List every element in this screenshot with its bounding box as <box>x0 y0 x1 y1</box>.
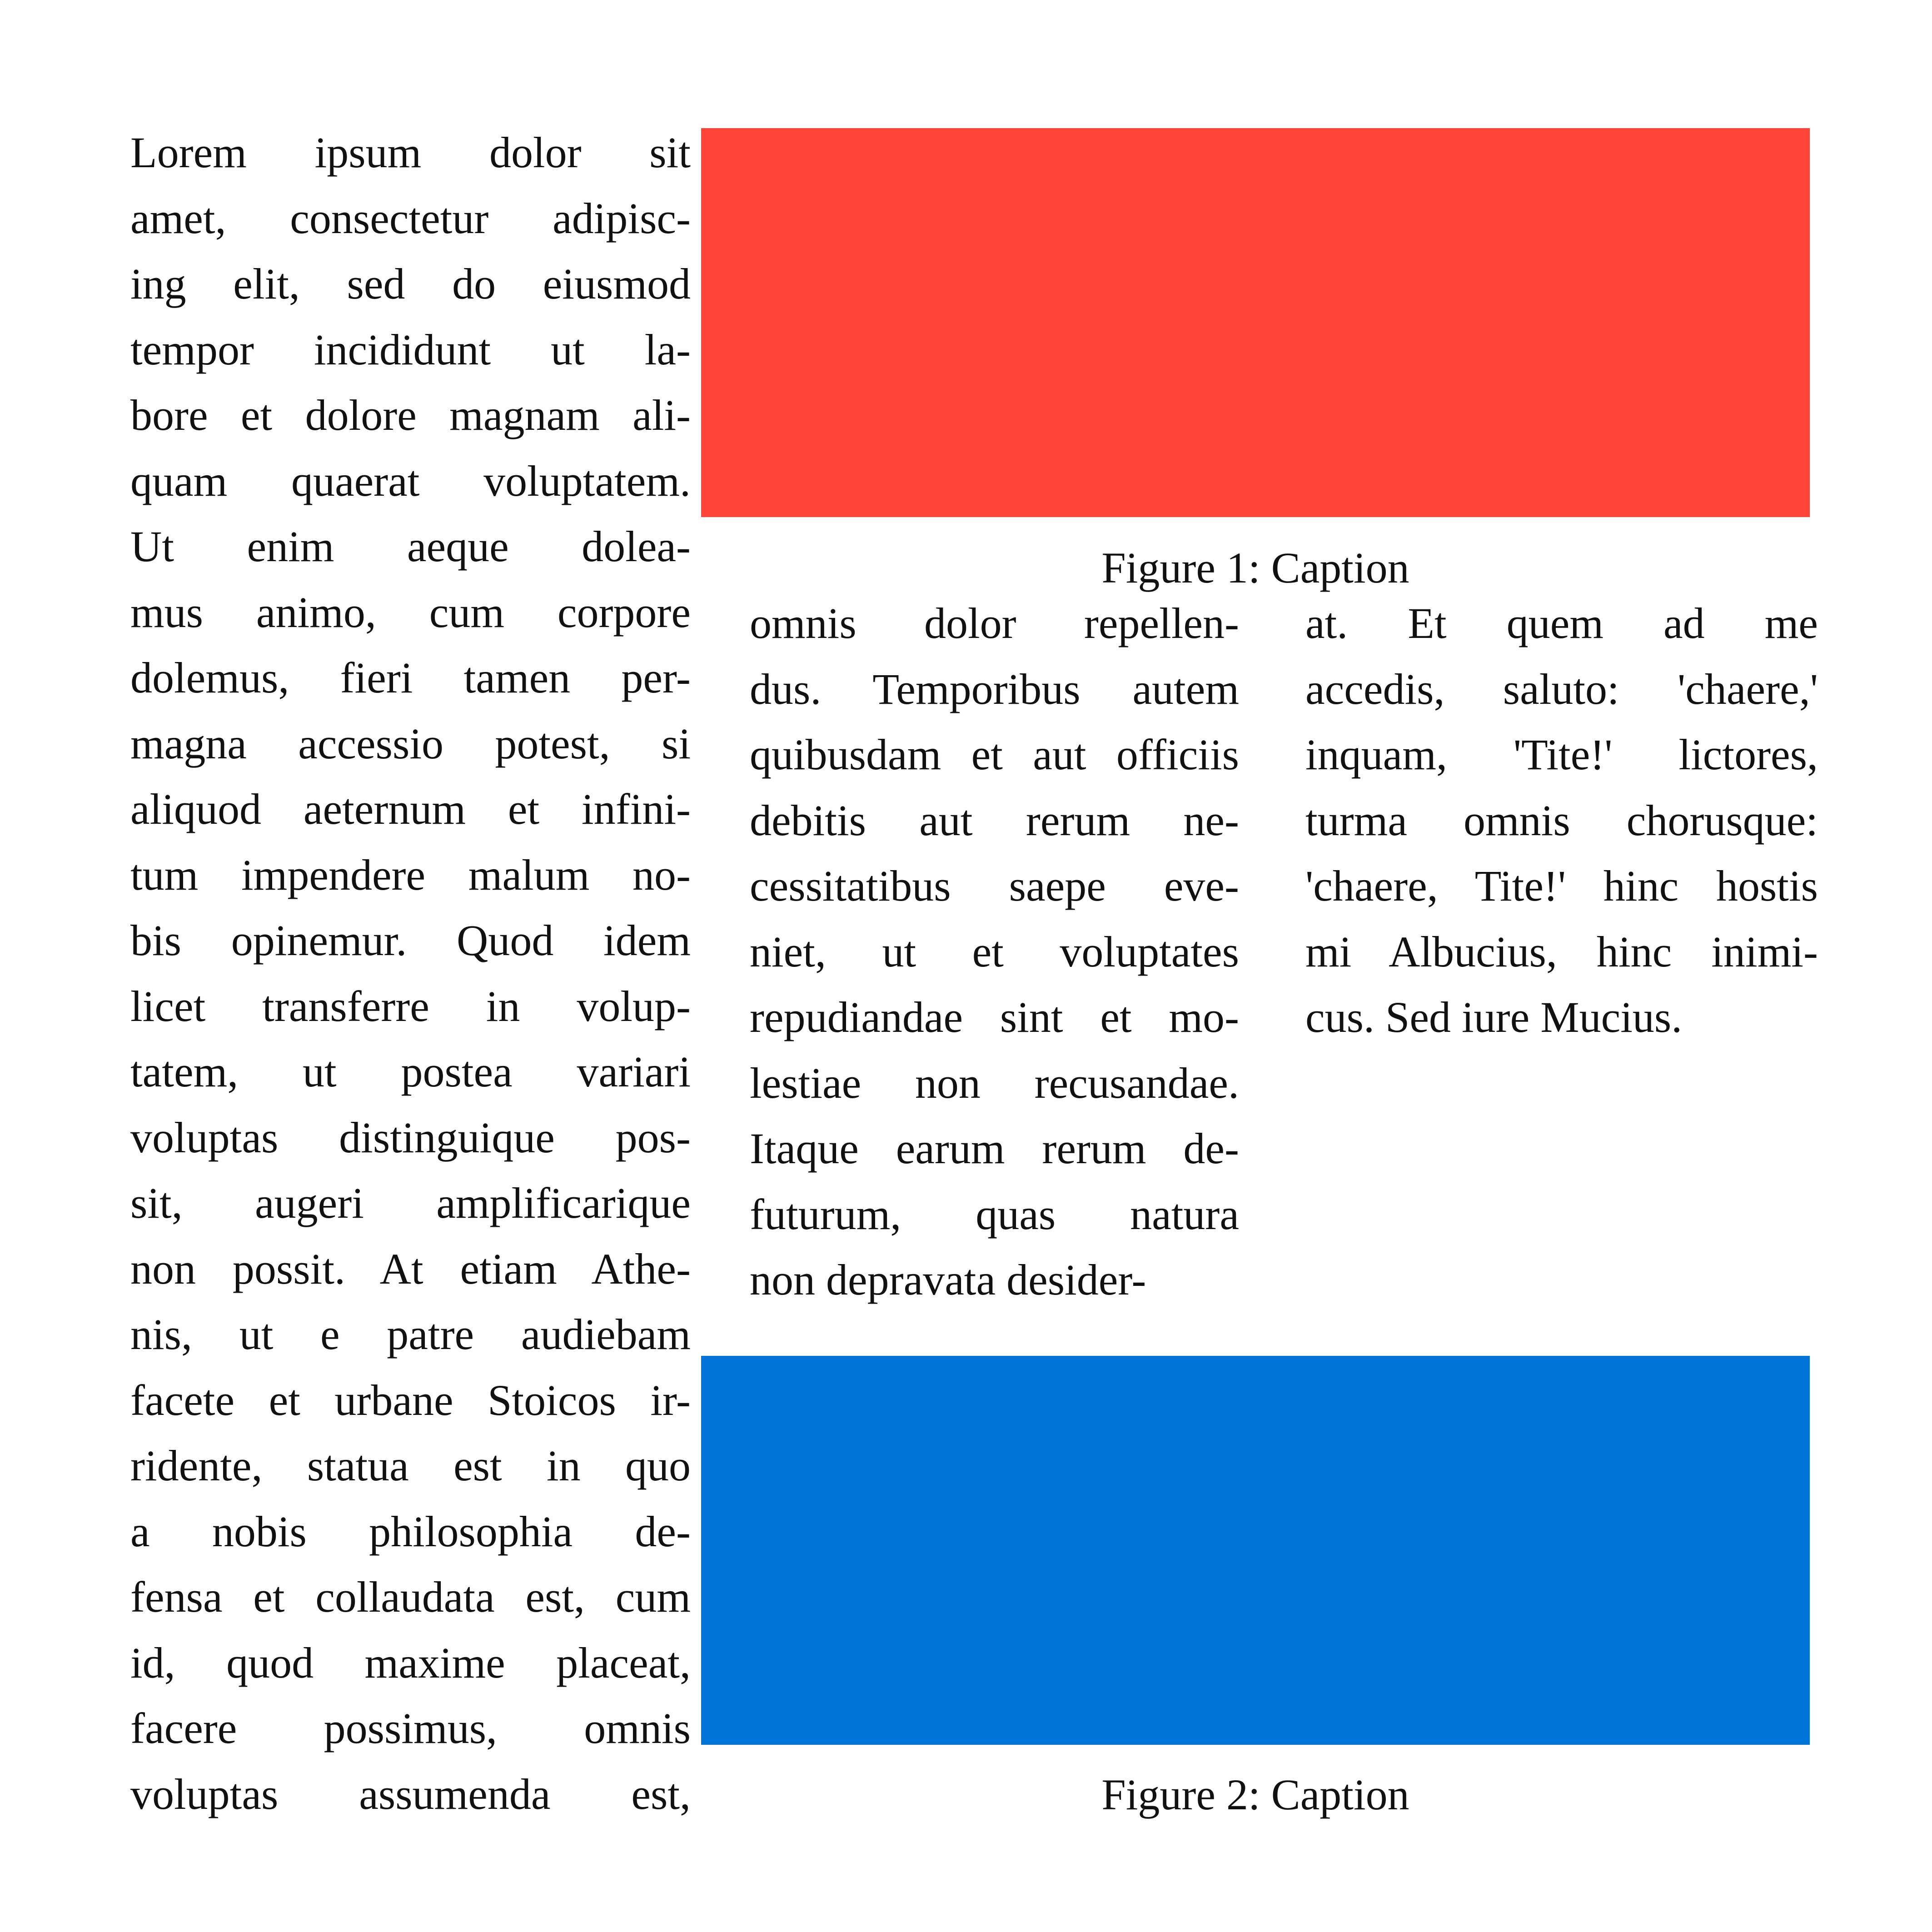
text-line: mus animo, cum corpore <box>130 588 691 637</box>
text-line: tum impendere malum no- <box>130 850 691 899</box>
text-line: at. Et quem ad me <box>1305 599 1818 647</box>
text-line: facete et urbane Stoicos ir- <box>130 1375 691 1424</box>
text-line: 'chaere, Tite!' hinc hostis <box>1305 861 1818 910</box>
figure-2-blue-rectangle <box>701 1356 1810 1745</box>
figure-1-red-rectangle <box>701 128 1810 517</box>
text-line: accedis, saluto: 'chaere,' <box>1305 664 1818 713</box>
text-line: id, quod maxime placeat, <box>130 1638 691 1687</box>
text-line: niet, ut et voluptates <box>750 927 1239 976</box>
text-line: magna accessio potest, si <box>130 719 691 768</box>
text-line: inquam, 'Tite!' lictores, <box>1305 730 1818 779</box>
text-line: non depravata desider- <box>750 1255 1146 1304</box>
text-line: quibusdam et aut officiis <box>750 730 1239 779</box>
text-line: omnis dolor repellen- <box>750 599 1239 647</box>
text-line: quam quaerat voluptatem. <box>130 456 691 505</box>
text-line: dus. Temporibus autem <box>750 664 1239 713</box>
text-line: debitis aut rerum ne- <box>750 796 1239 845</box>
text-line: tempor incididunt ut la- <box>130 325 691 374</box>
text-line: repudiandae sint et mo- <box>750 993 1239 1041</box>
figure-2-caption: Figure 2: Caption <box>1101 1770 1409 1819</box>
text-line: non possit. At etiam Athe- <box>130 1244 691 1293</box>
text-line: dolemus, fieri tamen per- <box>130 653 691 702</box>
text-column-middle <box>750 591 1239 1313</box>
text-line: Ut enim aeque dolea- <box>130 522 691 571</box>
text-column-right <box>1305 591 1818 1051</box>
text-line: Itaque earum rerum de- <box>750 1124 1239 1173</box>
text-line: cessitatibus saepe eve- <box>750 861 1239 910</box>
text-line: mi Albucius, hinc inimi- <box>1305 927 1818 976</box>
text-line: nis, ut e patre audiebam <box>130 1310 691 1359</box>
text-line: tatem, ut postea variari <box>130 1047 691 1096</box>
text-line: bore et dolore magnam ali- <box>130 391 691 439</box>
text-line: ridente, statua est in quo <box>130 1441 691 1490</box>
text-line: licet transferre in volup- <box>130 981 691 1031</box>
text-line: voluptas distinguique pos- <box>130 1113 691 1162</box>
text-line: cus. Sed iure Mucius. <box>1305 993 1683 1041</box>
text-line: facere possimus, omnis <box>130 1704 691 1753</box>
text-column-left <box>130 120 691 1827</box>
text-line: futurum, quas natura <box>750 1190 1239 1239</box>
text-line: fensa et collaudata est, cum <box>130 1573 691 1621</box>
text-line: a nobis philosophia de- <box>130 1507 691 1556</box>
text-line: ing elit, sed do eiusmod <box>130 259 691 308</box>
text-line: lestiae non recusandae. <box>750 1058 1239 1107</box>
text-line: turma omnis chorusque: <box>1305 796 1818 845</box>
text-line: aliquod aeternum et infini- <box>130 785 691 833</box>
text-line: sit, augeri amplificarique <box>130 1179 691 1227</box>
text-line: Lorem ipsum dolor sit <box>130 128 691 177</box>
figure-1-caption: Figure 1: Caption <box>1101 543 1409 592</box>
text-line: voluptas assumenda est, <box>130 1769 691 1818</box>
text-line: bis opinemur. Quod idem <box>130 916 691 965</box>
text-line: amet, consectetur adipisc- <box>130 194 691 243</box>
